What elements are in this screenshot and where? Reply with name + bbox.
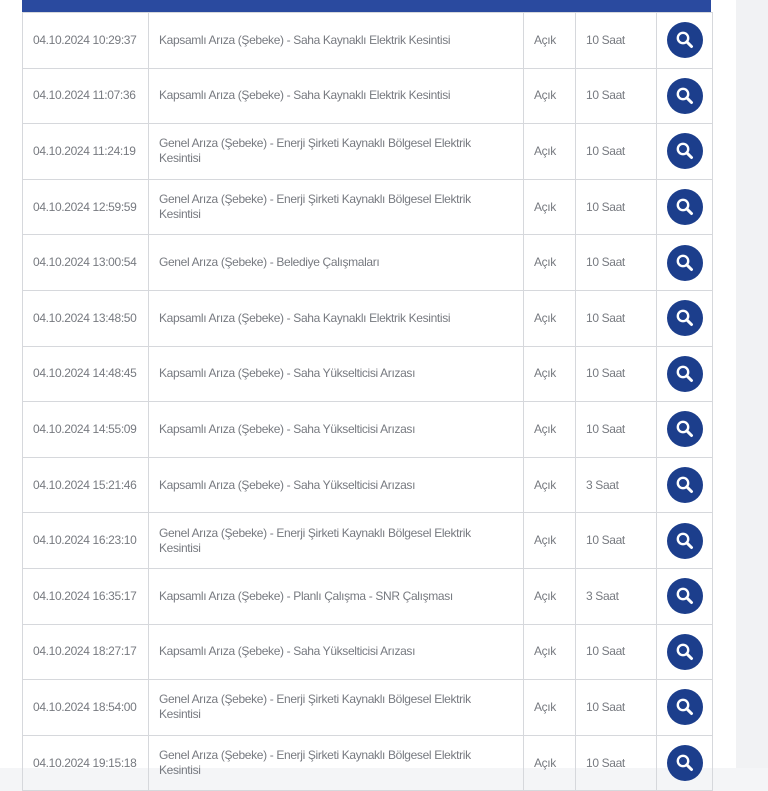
date-cell: 04.10.2024 13:48:50 — [23, 290, 149, 346]
duration-cell: 10 Saat — [576, 624, 657, 680]
date-cell: 04.10.2024 16:23:10 — [23, 513, 149, 569]
right-side-panel — [736, 0, 768, 768]
search-icon — [675, 419, 695, 439]
table-row — [23, 624, 713, 680]
date-cell: 04.10.2024 11:24:19 — [23, 124, 149, 180]
outage-table — [22, 12, 713, 791]
status-cell: Açık — [524, 235, 576, 291]
description-cell: Kapsamlı Arıza (Şebeke) - Saha Kaynaklı Elektrik Kesintisi — [149, 290, 524, 346]
view-details-button[interactable] — [667, 467, 703, 503]
status-cell: Açık — [524, 68, 576, 124]
duration-cell: 10 Saat — [576, 346, 657, 402]
table-row — [23, 235, 713, 291]
action-cell — [657, 346, 713, 402]
table-row — [23, 346, 713, 402]
search-icon — [675, 753, 695, 773]
table-header-bar — [22, 0, 711, 12]
description-cell: Kapsamlı Arıza (Şebeke) - Saha Yükselticisi Arızası — [149, 402, 524, 458]
duration-cell: 3 Saat — [576, 457, 657, 513]
date-cell: 04.10.2024 12:59:59 — [23, 179, 149, 235]
action-cell — [657, 457, 713, 513]
search-icon — [675, 86, 695, 106]
date-cell: 04.10.2024 14:48:45 — [23, 346, 149, 402]
table-row — [23, 290, 713, 346]
view-details-button[interactable] — [667, 578, 703, 614]
status-cell: Açık — [524, 457, 576, 513]
table-row — [23, 735, 713, 791]
date-cell: 04.10.2024 18:27:17 — [23, 624, 149, 680]
view-details-button[interactable] — [667, 78, 703, 114]
action-cell — [657, 402, 713, 458]
status-cell: Açık — [524, 513, 576, 569]
action-cell — [657, 179, 713, 235]
date-cell: 04.10.2024 19:15:18 — [23, 735, 149, 791]
description-cell: Kapsamlı Arıza (Şebeke) - Saha Yükselticisi Arızası — [149, 457, 524, 513]
view-details-button[interactable] — [667, 300, 703, 336]
date-cell: 04.10.2024 10:29:37 — [23, 13, 149, 69]
table-row — [23, 402, 713, 458]
date-cell: 04.10.2024 15:21:46 — [23, 457, 149, 513]
description-cell: Genel Arıza (Şebeke) - Enerji Şirketi Kaynaklı Bölgesel Elektrik Kesintisi — [149, 735, 524, 791]
description-cell: Genel Arıza (Şebeke) - Enerji Şirketi Kaynaklı Bölgesel Elektrik Kesintisi — [149, 513, 524, 569]
view-details-button[interactable] — [667, 745, 703, 781]
view-details-button[interactable] — [667, 634, 703, 670]
search-icon — [675, 30, 695, 50]
action-cell — [657, 235, 713, 291]
table-row — [23, 568, 713, 624]
duration-cell: 10 Saat — [576, 124, 657, 180]
action-cell — [657, 124, 713, 180]
search-icon — [675, 253, 695, 273]
date-cell: 04.10.2024 13:00:54 — [23, 235, 149, 291]
status-cell: Açık — [524, 290, 576, 346]
action-cell — [657, 290, 713, 346]
search-icon — [675, 364, 695, 384]
view-details-button[interactable] — [667, 245, 703, 281]
view-details-button[interactable] — [667, 523, 703, 559]
description-cell: Genel Arıza (Şebeke) - Belediye Çalışmaları — [149, 235, 524, 291]
status-cell: Açık — [524, 568, 576, 624]
description-cell: Kapsamlı Arıza (Şebeke) - Saha Kaynaklı Elektrik Kesintisi — [149, 68, 524, 124]
description-cell: Kapsamlı Arıza (Şebeke) - Saha Yükselticisi Arızası — [149, 346, 524, 402]
duration-cell: 10 Saat — [576, 13, 657, 69]
duration-cell: 10 Saat — [576, 290, 657, 346]
description-cell: Kapsamlı Arıza (Şebeke) - Saha Yükselticisi Arızası — [149, 624, 524, 680]
description-cell: Genel Arıza (Şebeke) - Enerji Şirketi Kaynaklı Bölgesel Elektrik Kesintisi — [149, 179, 524, 235]
search-icon — [675, 308, 695, 328]
duration-cell: 3 Saat — [576, 568, 657, 624]
search-icon — [675, 531, 695, 551]
search-icon — [675, 475, 695, 495]
status-cell: Açık — [524, 124, 576, 180]
action-cell — [657, 735, 713, 791]
action-cell — [657, 513, 713, 569]
date-cell: 04.10.2024 11:07:36 — [23, 68, 149, 124]
duration-cell: 10 Saat — [576, 680, 657, 736]
search-icon — [675, 586, 695, 606]
table-row — [23, 513, 713, 569]
search-icon — [675, 697, 695, 717]
action-cell — [657, 624, 713, 680]
status-cell: Açık — [524, 680, 576, 736]
search-icon — [675, 197, 695, 217]
view-details-button[interactable] — [667, 133, 703, 169]
description-cell: Kapsamlı Arıza (Şebeke) - Planlı Çalışma - SNR Çalışması — [149, 568, 524, 624]
search-icon — [675, 141, 695, 161]
search-icon — [675, 642, 695, 662]
table-row — [23, 13, 713, 69]
duration-cell: 10 Saat — [576, 68, 657, 124]
description-cell: Kapsamlı Arıza (Şebeke) - Saha Kaynaklı Elektrik Kesintisi — [149, 13, 524, 69]
duration-cell: 10 Saat — [576, 179, 657, 235]
status-cell: Açık — [524, 13, 576, 69]
status-cell: Açık — [524, 179, 576, 235]
table-row — [23, 68, 713, 124]
duration-cell: 10 Saat — [576, 513, 657, 569]
view-details-button[interactable] — [667, 689, 703, 725]
duration-cell: 10 Saat — [576, 402, 657, 458]
table-row — [23, 124, 713, 180]
date-cell: 04.10.2024 16:35:17 — [23, 568, 149, 624]
date-cell: 04.10.2024 14:55:09 — [23, 402, 149, 458]
table-row — [23, 179, 713, 235]
view-details-button[interactable] — [667, 356, 703, 392]
table-row — [23, 457, 713, 513]
description-cell: Genel Arıza (Şebeke) - Enerji Şirketi Kaynaklı Bölgesel Elektrik Kesintisi — [149, 680, 524, 736]
status-cell: Açık — [524, 735, 576, 791]
view-details-button[interactable] — [667, 22, 703, 58]
duration-cell: 10 Saat — [576, 735, 657, 791]
view-details-button[interactable] — [667, 411, 703, 447]
status-cell: Açık — [524, 346, 576, 402]
description-cell: Genel Arıza (Şebeke) - Enerji Şirketi Kaynaklı Bölgesel Elektrik Kesintisi — [149, 124, 524, 180]
action-cell — [657, 13, 713, 69]
status-cell: Açık — [524, 402, 576, 458]
duration-cell: 10 Saat — [576, 235, 657, 291]
status-cell: Açık — [524, 624, 576, 680]
date-cell: 04.10.2024 18:54:00 — [23, 680, 149, 736]
action-cell — [657, 680, 713, 736]
outage-table-body — [23, 13, 713, 791]
table-row — [23, 680, 713, 736]
action-cell — [657, 568, 713, 624]
action-cell — [657, 68, 713, 124]
view-details-button[interactable] — [667, 189, 703, 225]
